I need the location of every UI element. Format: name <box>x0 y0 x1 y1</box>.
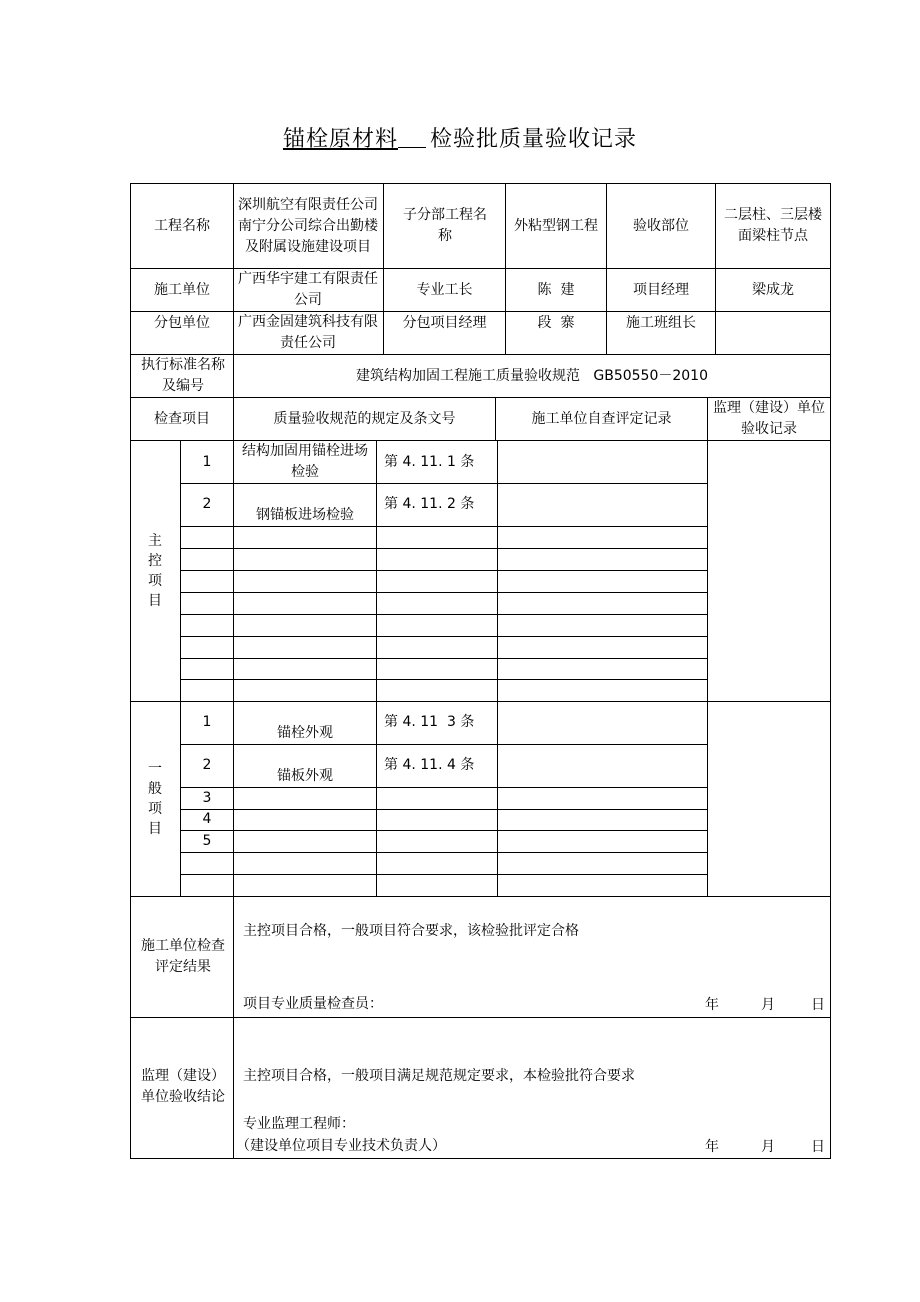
line <box>180 570 707 571</box>
project-name-label: 工程名称 <box>154 217 210 234</box>
general-item-5-no: 5 <box>202 832 212 849</box>
line <box>180 636 707 637</box>
general-item-2-desc: 锚板外观 <box>277 768 333 784</box>
project-name-value: 深圳航空有限责任公司南宁分公司综合出勤楼及附属设施建设项目 <box>238 196 378 255</box>
sub-project-value: 外粘型钢工程 <box>514 217 598 234</box>
main-item-1-desc: 结构加固用锚栓进场检验 <box>242 443 368 480</box>
main-control-label <box>140 441 170 701</box>
line <box>180 830 707 831</box>
general-item-1-clause: 第 4. 11 3 条 <box>384 714 475 730</box>
col-check-item: 检查项目 <box>154 410 210 427</box>
main-item-2-desc: 钢锚板进场检验 <box>256 507 354 523</box>
title-record: 检验批质量验收记录 <box>430 127 638 152</box>
team-leader-label: 施工班组长 <box>626 314 696 331</box>
construction-unit-value: 广西华宇建工有限责任公司 <box>238 271 378 308</box>
sub-manager-label: 分包项目经理 <box>402 314 487 331</box>
foreman-label: 专业工长 <box>416 281 473 298</box>
general-label <box>140 702 170 896</box>
line <box>180 679 707 680</box>
foreman-value: 陈 建 <box>537 281 575 298</box>
line <box>130 896 831 897</box>
construction-result-label: 施工单位检查评定结果 <box>141 938 225 975</box>
main-item-1-no: 1 <box>202 454 212 470</box>
line <box>180 809 707 810</box>
owner-label: （建设单位项目专业技术负责人） <box>236 1138 446 1154</box>
col-self-check: 施工单位自查评定记录 <box>531 410 672 427</box>
project-manager-label: 项目经理 <box>633 281 689 298</box>
construction-unit-label: 施工单位 <box>154 281 210 298</box>
construction-result-text: 主控项目合格，一般项目符合要求，该检验批评定合格 <box>243 923 579 939</box>
line <box>180 548 707 549</box>
line <box>830 183 831 1159</box>
project-manager-value: 梁成龙 <box>752 281 794 298</box>
supervision-result-label: 监理（建设）单位验收结论 <box>141 1068 225 1105</box>
supervision-engineer-label: 专业监理工程师： <box>243 1116 355 1132</box>
page-title <box>0 122 920 153</box>
supervision-year: 年 <box>705 1138 719 1155</box>
acceptance-part-value: 二层柱、三层楼面梁柱节点 <box>724 207 822 244</box>
standard-value: 建筑结构加固工程施工质量验收规范 GB50550－2010 <box>356 367 708 384</box>
line <box>130 1158 831 1159</box>
col-spec: 质量验收规范的规定及条文号 <box>273 410 456 427</box>
line <box>376 440 377 896</box>
line <box>180 852 707 853</box>
general-item-2-no: 2 <box>202 757 212 773</box>
subcontractor-value: 广西金固建筑科技有限责任公司 <box>238 314 378 351</box>
supervision-day: 日 <box>811 1138 825 1155</box>
main-item-1-clause: 第 4. 11. 1 条 <box>384 454 475 470</box>
general-item-2-clause: 第 4. 11. 4 条 <box>384 757 475 773</box>
construction-month: 月 <box>761 996 775 1013</box>
construction-day: 日 <box>811 996 825 1013</box>
title-material: 锚栓原材料 <box>282 127 398 152</box>
line <box>497 440 498 896</box>
standard-label: 执行标准名称及编号 <box>141 357 225 394</box>
line <box>233 440 234 896</box>
line <box>180 592 707 593</box>
general-item-3-no: 3 <box>202 789 212 806</box>
sub-project-label: 子分部工程名称 <box>403 207 487 244</box>
general-item-1-no: 1 <box>202 714 212 730</box>
main-control-label-text: 主控项目 <box>148 533 162 609</box>
main-item-2-clause: 第 4. 11. 2 条 <box>384 496 475 512</box>
line <box>180 614 707 615</box>
subcontractor-label: 分包单位 <box>154 314 210 331</box>
inspector-label: 项目专业质量检查员： <box>243 996 383 1012</box>
sub-manager-value: 段 寨 <box>537 314 575 331</box>
col-supervision: 监理（建设）单位验收记录 <box>713 400 825 437</box>
general-label-text: 一般项目 <box>148 761 162 837</box>
line <box>180 658 707 659</box>
line <box>180 874 707 875</box>
acceptance-part-label: 验收部位 <box>633 217 689 234</box>
supervision-month: 月 <box>761 1138 775 1155</box>
general-item-4-no: 4 <box>202 811 212 827</box>
line <box>707 397 708 896</box>
line <box>180 526 707 527</box>
line <box>233 896 234 1159</box>
team-leader-value <box>716 312 830 354</box>
main-item-2-no: 2 <box>202 496 212 512</box>
general-item-1-desc: 锚栓外观 <box>277 725 333 741</box>
title-blank <box>398 129 426 148</box>
construction-year: 年 <box>705 996 719 1013</box>
line <box>180 787 707 788</box>
line <box>130 1017 831 1018</box>
supervision-result-text: 主控项目合格，一般项目满足规范规定要求，本检验批符合要求 <box>243 1068 635 1084</box>
